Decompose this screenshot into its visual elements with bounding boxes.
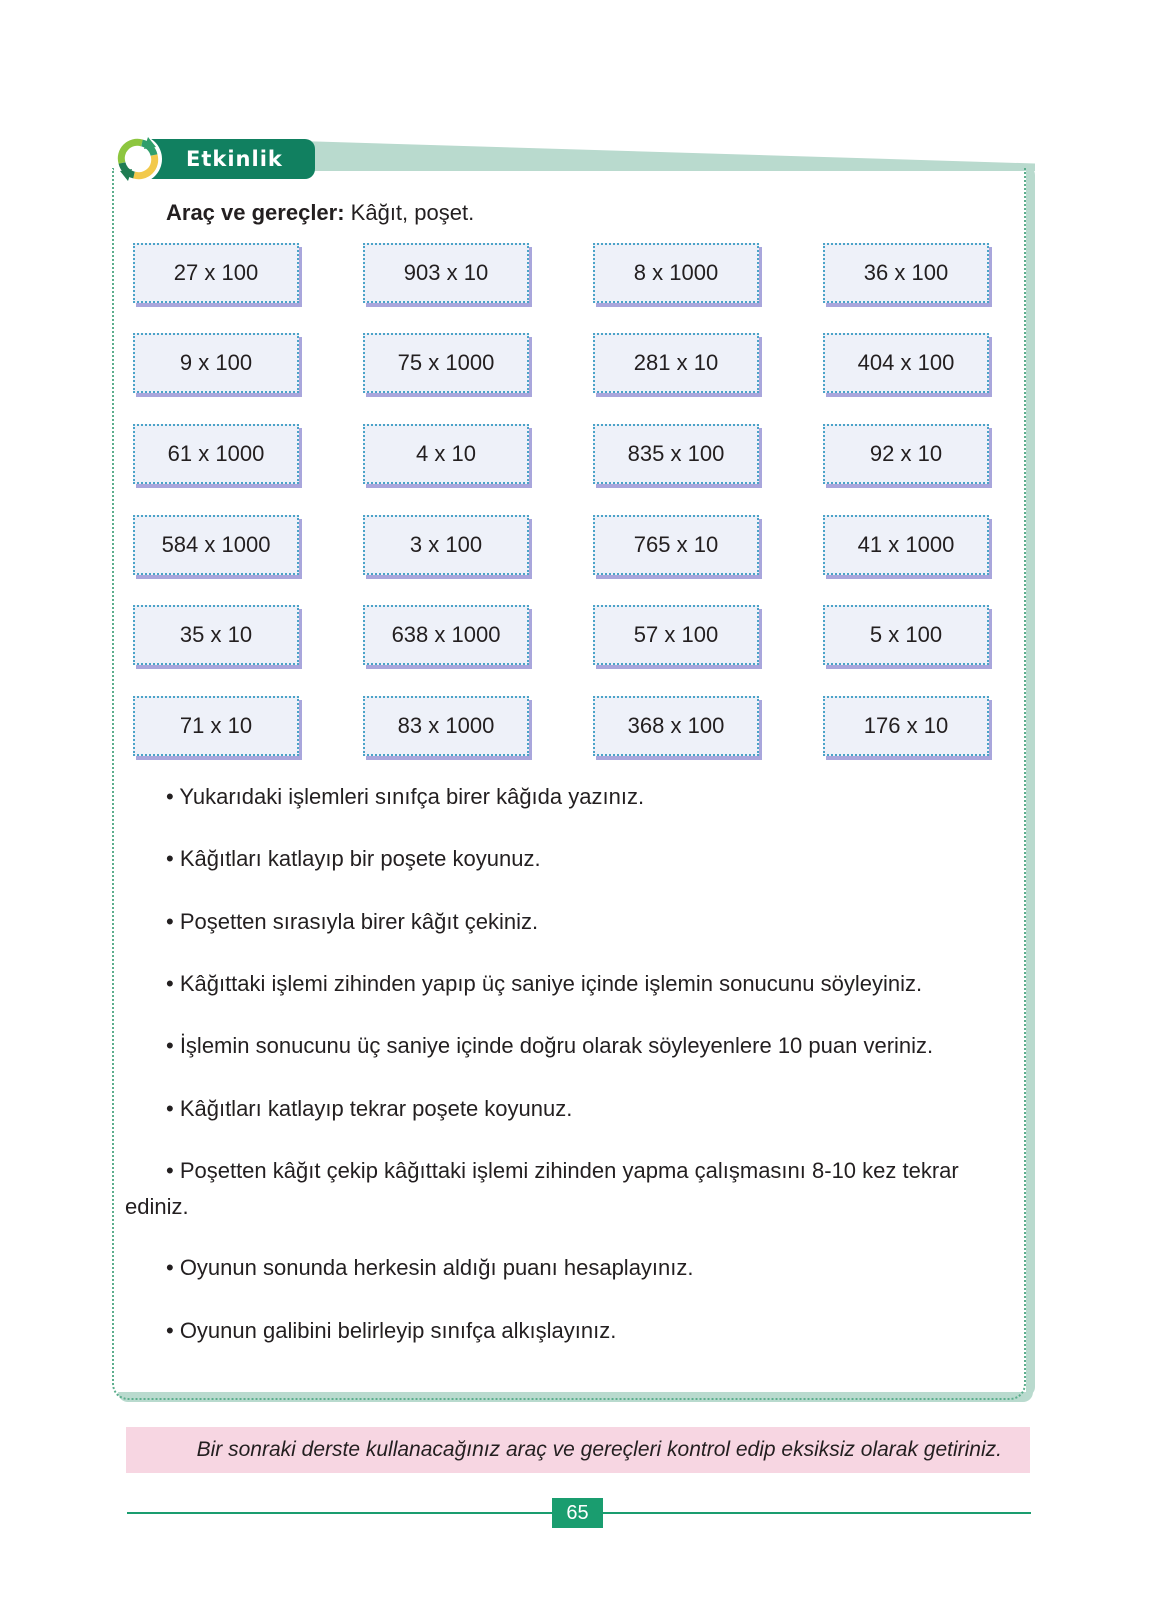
reminder-note: Bir sonraki derste kullanacağınız araç ve gereçleri kontrol edip eksiksiz olarak getiriniz. <box>126 1427 1030 1473</box>
operation-card: 57 x 100 <box>593 605 759 665</box>
operation-card: 835 x 100 <box>593 424 759 484</box>
instruction-step: • Yukarıdaki işlemleri sınıfça birer kâğıda yazınız. <box>166 784 645 809</box>
operation-card: 9 x 100 <box>133 333 299 393</box>
operation-card: 41 x 1000 <box>823 515 989 575</box>
materials-label: Araç ve gereçler: <box>166 200 345 225</box>
operation-card: 35 x 10 <box>133 605 299 665</box>
recycle-icon <box>112 133 164 185</box>
instruction-step: • İşlemin sonucunu üç saniye içinde doğru olarak söyleyenlere 10 puan veriniz. <box>166 1033 934 1058</box>
operation-card: 75 x 1000 <box>363 333 529 393</box>
operation-card: 584 x 1000 <box>133 515 299 575</box>
materials-line <box>166 200 474 226</box>
page-number: 65 <box>552 1498 603 1528</box>
materials-value: Kâğıt, poşet. <box>344 200 475 225</box>
operation-card: 8 x 1000 <box>593 243 759 303</box>
operation-card: 903 x 10 <box>363 243 529 303</box>
operation-card: 281 x 10 <box>593 333 759 393</box>
operation-card: 61 x 1000 <box>133 424 299 484</box>
operation-card: 27 x 100 <box>133 243 299 303</box>
operation-card: 404 x 100 <box>823 333 989 393</box>
instruction-step: • Oyunun sonunda herkesin aldığı puanı hesaplayınız. <box>166 1255 694 1280</box>
operation-card: 4 x 10 <box>363 424 529 484</box>
instruction-step: • Kâğıttaki işlemi zihinden yapıp üç saniye içinde işlemin sonucunu söyleyiniz. <box>166 971 923 996</box>
operation-card: 71 x 10 <box>133 696 299 756</box>
footer-line-right <box>603 1512 1031 1514</box>
instruction-step: • Oyunun galibini belirleyip sınıfça alkışlayınız. <box>166 1318 617 1343</box>
operation-card: 176 x 10 <box>823 696 989 756</box>
operation-card: 36 x 100 <box>823 243 989 303</box>
operation-card: 368 x 100 <box>593 696 759 756</box>
instruction-step: • Kâğıtları katlayıp bir poşete koyunuz. <box>166 846 541 871</box>
operation-card: 5 x 100 <box>823 605 989 665</box>
activity-title: Etkinlik <box>186 147 283 171</box>
header-band <box>300 141 1035 171</box>
footer-line-left <box>127 1512 552 1514</box>
instruction-step: • Kâğıtları katlayıp tekrar poşete koyunuz. <box>166 1096 573 1121</box>
operation-card: 765 x 10 <box>593 515 759 575</box>
operation-card: 3 x 100 <box>363 515 529 575</box>
operation-card: 638 x 1000 <box>363 605 529 665</box>
operation-card: 83 x 1000 <box>363 696 529 756</box>
operation-card: 92 x 10 <box>823 424 989 484</box>
instruction-step: • Poşetten kâğıt çekip kâğıttaki işlemi zihinden yapma çalışmasını 8-10 kez tekrar ediniz. <box>125 1158 959 1219</box>
instruction-step: • Poşetten sırasıyla birer kâğıt çekiniz. <box>166 909 539 934</box>
